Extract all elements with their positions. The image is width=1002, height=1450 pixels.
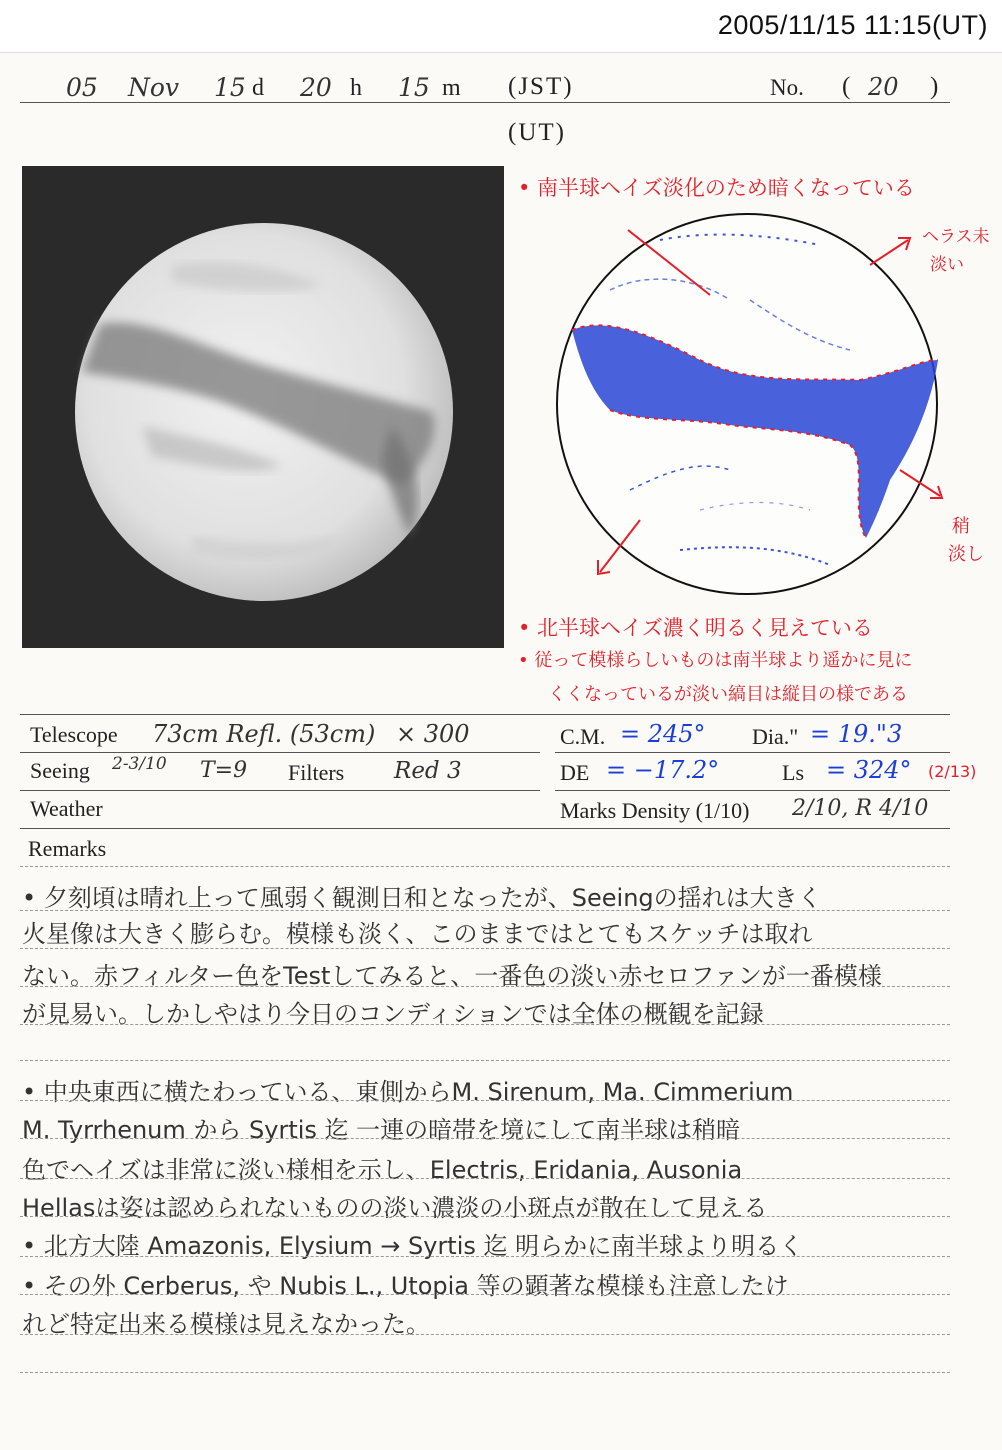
pencil-sketch-panel [22, 166, 504, 648]
telescope-value: 73cm Refl. (53cm) [152, 720, 376, 748]
cm-value: = 245° [620, 720, 706, 748]
mars-pencil-drawing [22, 166, 504, 648]
seeing-label: Seeing [30, 758, 90, 783]
annotation-hellas-1: ヘラス未 [922, 227, 990, 247]
ruled-line [20, 1024, 950, 1025]
minute: 15 [398, 73, 430, 102]
ruled-line [20, 1256, 950, 1257]
ls-extra: (2/13) [928, 762, 977, 781]
ut-label: (UT) [508, 119, 566, 146]
de-label: DE [560, 760, 590, 785]
annotation-stripes: くくなっているが淡い縞目は縦目の様である [548, 684, 908, 705]
marks-label: Marks Density (1/10) [560, 798, 750, 823]
remark-line-11: れど特定出来る模様は見えなかった。 [22, 1310, 430, 1338]
day: 15 [214, 73, 246, 102]
weather-label: Weather [30, 796, 103, 821]
annotation-south-haze: • 南半球ヘイズ淡化のため暗くなっている [518, 176, 915, 200]
remark-line-1: • 夕刻頃は晴れ上って風弱く観測日和となったが、Seeingの揺れは大きく [22, 884, 822, 912]
row2-left-divider [20, 790, 540, 791]
ruled-line [20, 910, 950, 911]
remark-line-6: M. Tyrrhenum から Syrtis 迄 一連の暗帯を境にして南半球は稍暗 [22, 1116, 741, 1144]
ruled-line [20, 1334, 950, 1335]
remark-line-5: • 中央東西に横たわっている、東側からM. Sirenum, Ma. Cimmerium [22, 1078, 794, 1106]
ruled-line [20, 1216, 950, 1217]
data-top-border [20, 714, 950, 715]
row2-right-divider [555, 790, 950, 791]
year: 05 [66, 73, 98, 102]
remarks-label: Remarks [28, 836, 107, 861]
ls-value: = 324° [826, 756, 912, 784]
ruled-line [20, 948, 950, 949]
remark-line-7: 色でヘイズは非常に淡い様相を示し、Electris, Eridania, Ausonia [22, 1156, 743, 1184]
jst-label: (JST) [508, 73, 574, 100]
telescope-label: Telescope [30, 722, 118, 747]
remark-line-3: ない。赤フィルター色をTestしてみると、一番色の淡い赤セロファンが一番模様 [22, 962, 882, 990]
number-label: No. [770, 75, 804, 100]
ruled-line [20, 1372, 950, 1373]
filters-value: Red 3 [394, 758, 462, 784]
dia-value: = 19."3 [810, 720, 903, 748]
hour-unit: h [350, 75, 362, 101]
annotation-arrows [580, 200, 980, 600]
remark-line-10: • その外 Cerberus, や Nubis L., Utopia 等の顕著な模様も注意したけ [22, 1272, 789, 1300]
dia-label: Dia." [752, 724, 799, 749]
cm-label: C.M. [560, 724, 606, 749]
annotation-hellas-2: 淡い [930, 255, 964, 275]
month: Nov [128, 73, 180, 102]
remark-line-9: • 北方大陸 Amazonis, Elysium → Syrtis 迄 明らかに南半球より明るく [22, 1232, 804, 1260]
annotation-therefore: • 従って模様らしいものは南半球より遥かに見に [518, 650, 913, 671]
seeing-value: 2-3/10 [112, 754, 167, 774]
annotation-slightly-2: 淡し [948, 544, 984, 565]
ruled-line [20, 986, 950, 987]
hour: 20 [300, 73, 332, 102]
remark-line-4: が見易い。しかしやはり今日のコンディションでは全体の概観を記録 [22, 1000, 764, 1028]
number-value: 20 [868, 73, 899, 101]
magnification: × 300 [396, 720, 470, 748]
ruled-line [20, 1138, 950, 1139]
timestamp-stamp: 2005/11/15 11:15(UT) [717, 10, 988, 40]
marks-value: 2/10, R 4/10 [792, 796, 929, 821]
remark-line-2: 火星像は大きく膨らむ。模様も淡く、このままではとてもスケッチは取れ [22, 920, 813, 948]
annotation-slightly-1: 稍 [952, 516, 970, 537]
annotation-north-haze: • 北半球ヘイズ濃く明るく見えている [518, 616, 873, 640]
de-value: = −17.2° [606, 756, 720, 784]
row1-right-divider [555, 752, 950, 753]
day-unit: d [252, 75, 264, 101]
ls-label: Ls [782, 760, 804, 785]
minute-unit: m [442, 75, 461, 101]
number-close: ) [930, 73, 939, 100]
ruled-line [20, 866, 950, 867]
number-open: ( [842, 73, 851, 100]
ruled-line [20, 1100, 950, 1101]
ruled-line [20, 1178, 950, 1179]
filters-label: Filters [288, 760, 345, 785]
data-bottom-border [20, 828, 950, 829]
header-underline [20, 102, 950, 103]
ruled-line [20, 1060, 950, 1061]
row1-left-divider [20, 752, 540, 753]
remark-line-8: Hellasは姿は認められないものの淡い濃淡の小斑点が散在して見える [22, 1194, 768, 1222]
transparency: T=9 [200, 758, 248, 783]
ruled-line [20, 1294, 950, 1295]
